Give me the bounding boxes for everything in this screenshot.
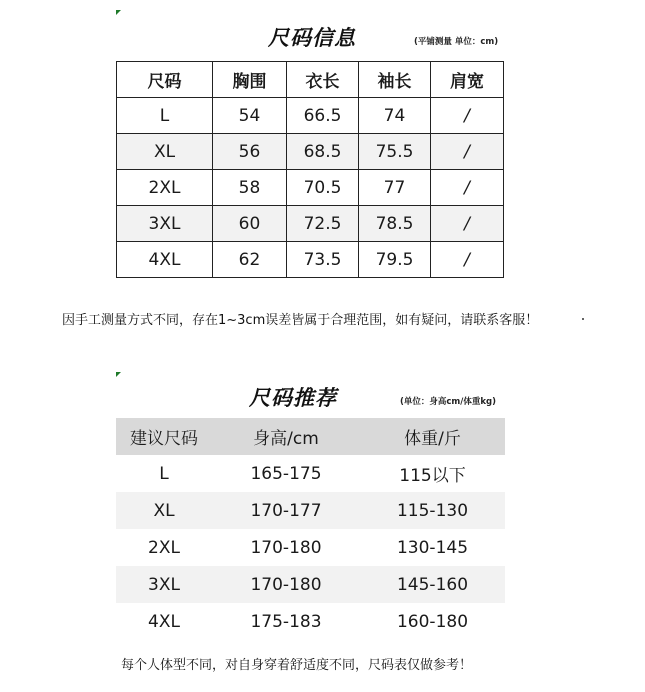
header-cell: 身高/cm: [212, 418, 360, 455]
table-cell: 70.5: [287, 170, 359, 206]
table-cell: 62: [213, 242, 287, 278]
table-cell: 54: [213, 98, 287, 134]
table-header-row: [116, 418, 505, 455]
table-row: [117, 98, 504, 134]
table-row: [116, 492, 505, 529]
table-header-row: [117, 62, 504, 98]
table-cell: 115-130: [360, 492, 505, 529]
table-cell: 3XL: [116, 566, 212, 603]
decorative-dot: [582, 318, 584, 320]
header-cell: 尺码: [117, 62, 213, 98]
table-row: [117, 170, 504, 206]
header-cell: 肩宽: [431, 62, 504, 98]
table-cell: 130-145: [396, 537, 469, 558]
table-cell: 75.5: [359, 134, 431, 170]
table-cell: 145-160: [360, 566, 505, 603]
table-cell: /: [431, 98, 504, 134]
table-cell: 66.5: [287, 98, 359, 134]
table-cell: 4XL: [117, 242, 213, 278]
table-cell: 60: [213, 206, 287, 242]
table-cell: 68.5: [287, 134, 359, 170]
header-cell: 衣长: [287, 62, 359, 98]
corner-mark-icon: [116, 10, 121, 15]
table-cell: 56: [213, 134, 287, 170]
table-row: [116, 603, 505, 640]
table-cell: 4XL: [148, 611, 180, 632]
table-cell: XL: [117, 134, 213, 170]
size-recommend-table: [116, 418, 505, 640]
table-row: [116, 529, 505, 566]
table-cell: /: [431, 242, 504, 278]
table-cell: 77: [359, 170, 431, 206]
table-cell: 72.5: [287, 206, 359, 242]
table-cell: 3XL: [117, 206, 213, 242]
table-cell: XL: [116, 492, 212, 529]
table-cell: 160-180: [396, 611, 469, 632]
table-cell: 170-180: [212, 566, 360, 603]
table-row: [117, 134, 504, 170]
table-row: [116, 566, 505, 603]
table-row: [117, 242, 504, 278]
table-cell: 2XL: [117, 170, 213, 206]
table-cell: 175-183: [250, 611, 322, 632]
size-info-title: 尺码信息: [268, 26, 356, 50]
table-cell: 115以下: [399, 466, 466, 486]
table-cell: 170-180: [250, 537, 322, 558]
size-recommend-footnote: 每个人体型不同，对自身穿着舒适度不同，尺码表仅做参考！: [121, 658, 473, 673]
table-cell: L: [117, 98, 213, 134]
size-info-footnote: 因手工测量方式不同，存在1~3cm误差皆属于合理范围，如有疑问，请联系客服！: [62, 313, 539, 328]
table-cell: 2XL: [148, 537, 180, 558]
corner-mark-icon: [116, 372, 121, 377]
table-cell: 79.5: [359, 242, 431, 278]
size-recommend-title: 尺码推荐: [249, 386, 337, 410]
header-cell: 建议尺码: [116, 418, 212, 455]
header-cell: 袖长: [359, 62, 431, 98]
size-info-table: [116, 61, 504, 278]
table-row: [116, 455, 505, 492]
size-recommend-unit-note: (单位：身高cm/体重kg): [400, 397, 497, 407]
table-row: [117, 206, 504, 242]
header-cell: 胸围: [213, 62, 287, 98]
size-info-unit-note: (平铺测量 单位：cm): [414, 37, 499, 47]
table-cell: /: [431, 134, 504, 170]
table-cell: 74: [359, 98, 431, 134]
table-cell: 58: [213, 170, 287, 206]
table-cell: L: [159, 463, 169, 484]
table-cell: 78.5: [359, 206, 431, 242]
table-cell: 165-175: [250, 463, 322, 484]
table-cell: 73.5: [287, 242, 359, 278]
table-cell: 170-177: [212, 492, 360, 529]
table-cell: /: [431, 206, 504, 242]
header-cell: 体重/斤: [360, 418, 505, 455]
table-cell: /: [431, 170, 504, 206]
